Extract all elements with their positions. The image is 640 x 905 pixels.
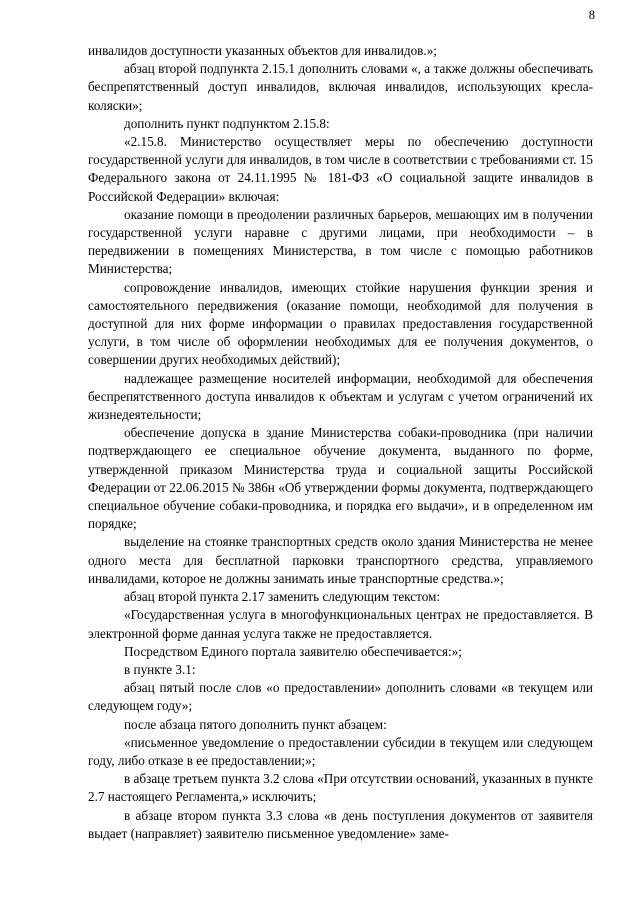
paragraph: абзац второй подпункта 2.15.1 дополнить словами «, а также должны обеспечивать беспрепятственный доступ инвалидов, включая инвалидов, использующих кресла-коляски»;: [88, 61, 593, 113]
paragraph: «письменное уведомление о предоставлении субсидии в текущем или следующем году, либо отказе в ее предоставлении;»;: [88, 734, 593, 768]
paragraph: абзац второй пункта 2.17 заменить следующим текстом:: [124, 589, 441, 605]
document-body: [88, 42, 593, 843]
paragraph: оказание помощи в преодолении различных барьеров, мешающих им в получении государственной услуги наравне с другими лицами, при необходимости – в передвижении в помещениях Министерства, в том числе с помощью работников Министерства;: [88, 206, 593, 277]
paragraph-continued: инвалидов доступности указанных объектов для инвалидов.»;: [88, 43, 437, 58]
paragraph: обеспечение допуска в здание Министерства собаки-проводника (при наличии подтверждающего ее специальное обучение документа, выданного по форме, утвержденной приказом Министерства труда и социальной защиты Российской Федерации от 22.06.2015 № 386н «Об утверждении формы документа, подтверждающего специальное обучение собаки-проводника, и порядка его выдачи», и в определенном им порядке;: [88, 425, 593, 532]
paragraph: дополнить пункт подпунктом 2.15.8:: [124, 115, 330, 131]
paragraph: в абзаце втором пункта 3.3 слова «в день поступления документов от заявителя выдает (направляет) заявителю письменное уведомление» заме-: [88, 807, 593, 841]
paragraph: в пункте 3.1:: [124, 661, 196, 677]
paragraph: надлежащее размещение носителей информации, необходимой для обеспечения беспрепятственного доступа инвалидов к объектам и услугам с учетом ограничений их жизнедеятельности;: [88, 370, 593, 423]
paragraph: «2.15.8. Министерство осуществляет меры по обеспечению доступности государственной услуги для инвалидов, в том числе в соответствии с требованиями ст. 15 Федерального закона от 24.11.1995 № 181-ФЗ «О социальной защите инвалидов в Российской Федерации» включая:: [88, 134, 593, 204]
paragraph: сопровождение инвалидов, имеющих стойкие нарушения функции зрения и самостоятельного передвижения (оказание помощи, необходимой для получения в доступной для них форме информации о правилах предоставления государственной услуги, в том числе об оформлении необходимых для ее получения документов, о совершении других необходимых действий);: [88, 279, 593, 368]
paragraph: в абзаце третьем пункта 3.2 слова «При отсутствии оснований, указанных в пункте 2.7 настоящего Регламента,» исключить;: [88, 771, 593, 805]
paragraph: Посредством Единого портала заявителю обеспечивается:»;: [124, 643, 462, 659]
page-number: 8: [588, 8, 595, 22]
paragraph: абзац пятый после слов «о предоставлении» дополнить словами «в текущем или следующем году»;: [88, 680, 593, 714]
paragraph: после абзаца пятого дополнить пункт абзацем:: [124, 716, 387, 732]
paragraph: выделение на стоянке транспортных средств около здания Министерства не менее одного места для бесплатной парковки транспортного средства, управляемого инвалидами, которое не должны занимать иные транспортные средства.»;: [88, 534, 593, 586]
paragraph: «Государственная услуга в многофункциональных центрах не предоставляется. В электронной форме данная услуга также не предоставляется.: [88, 607, 593, 641]
